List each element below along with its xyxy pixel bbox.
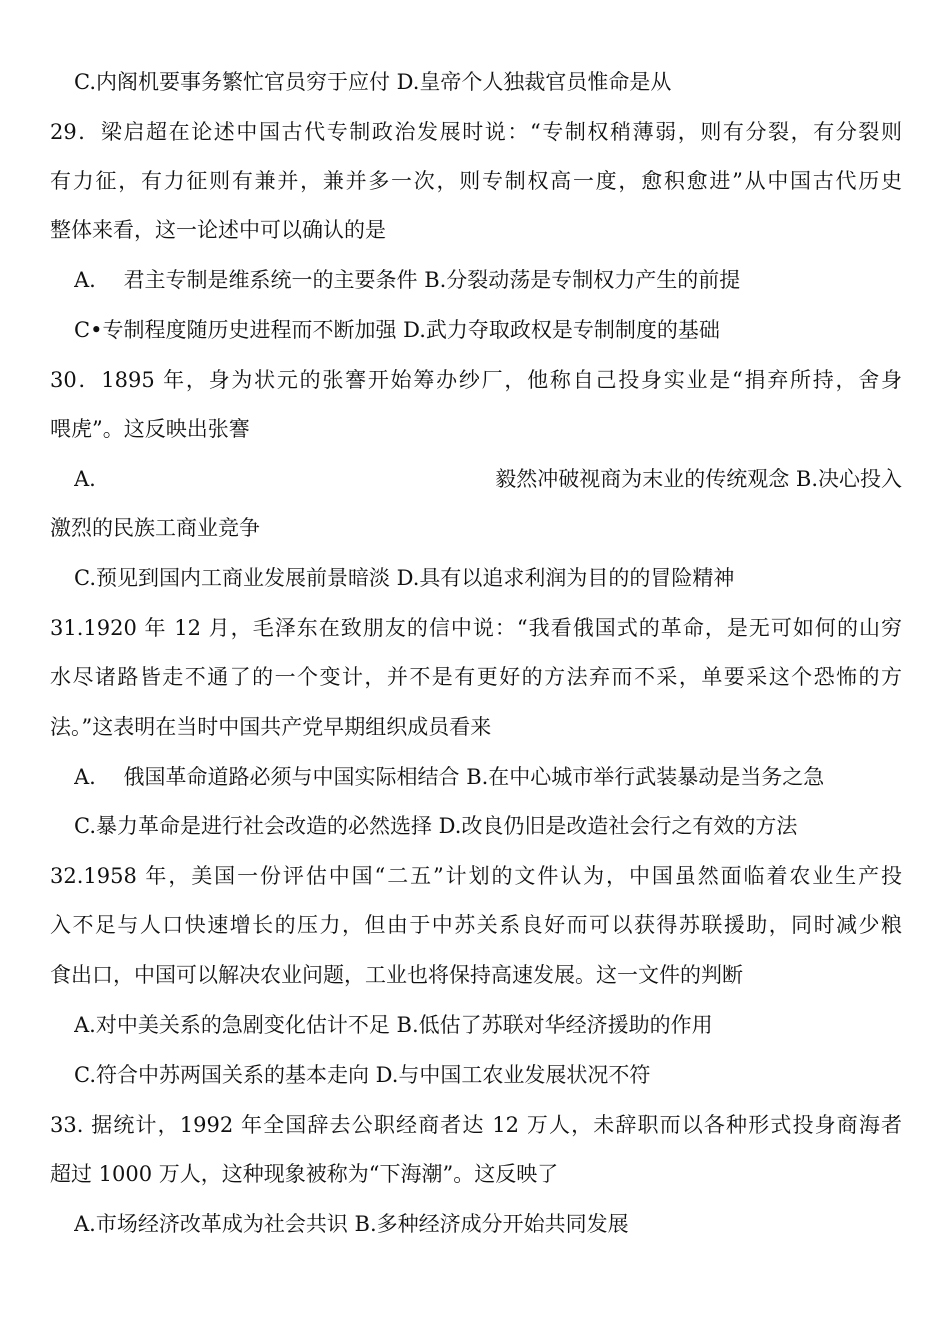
q33-stem-line-1: 33. 据统计，1992 年全国辞去公职经商者达 12 万人，未辞职而以各种形式投身商海者 — [50, 1113, 902, 1137]
q33-options-a-b: A.市场经济改革成为社会共识 B.多种经济成分开始共同发展 — [74, 1212, 629, 1236]
q30-stem-line-2: 喂虎”。这反映出张謇 — [50, 417, 250, 441]
q32-stem-line-3: 食出口，中国可以解决农业问题，工业也将保持高速发展。这一文件的判断 — [50, 963, 743, 987]
q30-options-a-b — [74, 464, 902, 494]
q30-options-c-d: C.预见到国内工商业发展前景暗淡 D.具有以追求利润为目的的冒险精神 — [74, 566, 735, 590]
q29-stem-line-3: 整体来看，这一论述中可以确认的是 — [50, 218, 386, 242]
q32-options-c-d: C.符合中苏两国关系的基本走向 D.与中国工农业发展状况不符 — [74, 1063, 651, 1087]
q29-stem-line-2: 有力征，有力征则有兼并，兼并多一次，则专制权高一度，愈积愈进”从中国古代历史 — [50, 169, 902, 193]
q31-options-a-b: A. 俄国革命道路必须与中国实际相结合 B.在中心城市举行武装暴动是当务之急 — [74, 765, 825, 789]
q32-options-a-b: A.对中美关系的急剧变化估计不足 B.低估了苏联对华经济援助的作用 — [74, 1013, 713, 1037]
q31-stem-line-2: 水尽诸路皆走不通了的一个变计，并不是有更好的方法弃而不采，单要采这个恐怖的方 — [50, 665, 902, 689]
q31-options-c-d: C.暴力革命是进行社会改造的必然选择 D.改良仍旧是改造社会行之有效的方法 — [74, 814, 798, 838]
q32-stem-line-1: 32.1958 年，美国一份评估中国“二五”计划的文件认为，中国虽然面临着农业生产投 — [50, 864, 902, 888]
q29-options-a-b: A. 君主专制是维系统一的主要条件 B.分裂动荡是专制权力产生的前提 — [74, 268, 741, 292]
q30-option-a-label: A. — [74, 467, 96, 491]
q29-options-c-d: C•专制程度随历史进程而不断加强 D.武力夺取政权是专制制度的基础 — [74, 318, 720, 342]
q33-stem-line-2: 超过 1000 万人，这种现象被称为“下海潮”。这反映了 — [50, 1162, 559, 1186]
q28-options-c-d: C.内阁机要事务繁忙官员穷于应付 D.皇帝个人独裁官员惟命是从 — [74, 70, 672, 94]
q29-stem-line-1: 29．梁启超在论述中国古代专制政治发展时说：“专制权稍薄弱，则有分裂，有分裂则 — [50, 120, 902, 144]
q30-option-a-b-text: 毅然冲破视商为末业的传统观念 B.决心投入 — [495, 467, 902, 491]
q30-option-b-continued: 激烈的民族工商业竞争 — [50, 516, 260, 540]
q31-stem-line-3: 法。”这表明在当时中国共产党早期组织成员看来 — [50, 715, 492, 739]
q31-stem-line-1: 31.1920 年 12 月，毛泽东在致朋友的信中说：“我看俄国式的革命，是无可如何的山穷 — [50, 616, 902, 640]
q32-stem-line-2: 入不足与人口快速增长的压力，但由于中苏关系良好而可以获得苏联援助，同时减少粮 — [50, 913, 902, 937]
q30-stem-line-1: 30．1895 年，身为状元的张謇开始筹办纱厂，他称自己投身实业是“捐弃所持，舍身 — [50, 368, 902, 392]
